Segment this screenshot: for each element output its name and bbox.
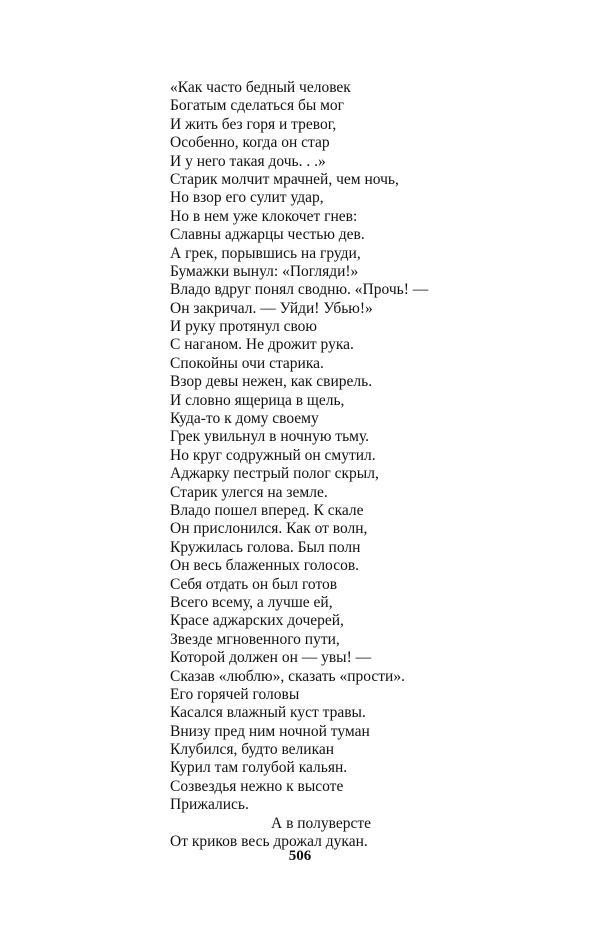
poem-line: Славны аджарцы честью дев. — [170, 226, 365, 244]
poem-line: Он весь блаженных голосов. — [170, 557, 360, 575]
poem-text — [170, 79, 428, 851]
poem-line: «Как часто бедный человек — [170, 79, 351, 96]
poem-line: Курил там голубой кальян. — [170, 759, 348, 777]
poem-line: А грек, порывшись на груди, — [170, 244, 361, 262]
poem-line: И руку протянул свою — [170, 318, 317, 336]
poem-line: Его горячей головы — [170, 685, 300, 703]
poem-line: Бумажки вынул: «Погляди!» — [170, 262, 359, 280]
poem-line: Внизу пред ним ночной туман — [170, 722, 370, 740]
page-number: 506 — [288, 848, 312, 864]
poem-line: И жить без горя и тревог, — [170, 115, 337, 133]
poem-line: С наганом. Не дрожит рука. — [170, 336, 354, 354]
poem-line: Которой должен он — увы! — — [170, 649, 372, 667]
poem-line: Созвездья нежно к высоте — [170, 777, 344, 795]
poem-line: Старик улегся на земле. — [170, 483, 328, 501]
poem-line: Аджарку пестрый полог скрыл, — [170, 465, 379, 483]
poem-line: Взор девы нежен, как свирель. — [170, 373, 373, 391]
poem-line: Но взор его сулит удар, — [170, 189, 324, 207]
poem-line-indented: А в полуверсте — [271, 814, 371, 832]
poem-line: Грек увильнул в ночную тьму. — [170, 428, 370, 446]
poem-line: Но в нем уже клокочет гнев: — [170, 207, 358, 225]
poem-line: И словно ящерица в щель, — [170, 391, 345, 409]
poem-line: Особенно, когда он стар — [170, 134, 330, 152]
poem-line: Спокойны очи старика. — [170, 354, 324, 372]
poem-line: Он закричал. — Уйди! Убью!» — [170, 299, 373, 317]
poem-line: Красе аджарских дочерей, — [170, 612, 344, 630]
poem-line: Сказав «люблю», сказать «прости». — [170, 667, 405, 685]
poem-line: Прижались. — [170, 796, 249, 814]
poem-line: Кружилась голова. Был полн — [170, 538, 361, 556]
poem-line: Всего всему, а лучше ей, — [170, 593, 333, 611]
poem-line: Клубился, будто великан — [170, 741, 335, 759]
poem-line: Куда-то к дому своему — [170, 410, 319, 428]
poem-line: Звезде мгновенного пути, — [170, 630, 340, 648]
poem-line: Он прислонился. Как от волн, — [170, 520, 368, 538]
poem-line: Владо вдруг понял сводню. «Прочь! — — [170, 281, 429, 299]
poem-line: Касался влажный куст травы. — [170, 704, 366, 722]
poem-line: И у него такая дочь. . .» — [170, 152, 326, 170]
poem-line: Богатым сделаться бы мог — [170, 97, 345, 115]
poem-line: От криков весь дрожал дукан. — [170, 833, 368, 851]
poem-line: Владо пошел вперед. К скале — [170, 501, 364, 519]
poem-line: Себя отдать он был готов — [170, 575, 338, 593]
poem-line: Но круг содружный он смутил. — [170, 446, 376, 464]
poem-line: Старик молчит мрачней, чем ночь, — [170, 170, 399, 188]
